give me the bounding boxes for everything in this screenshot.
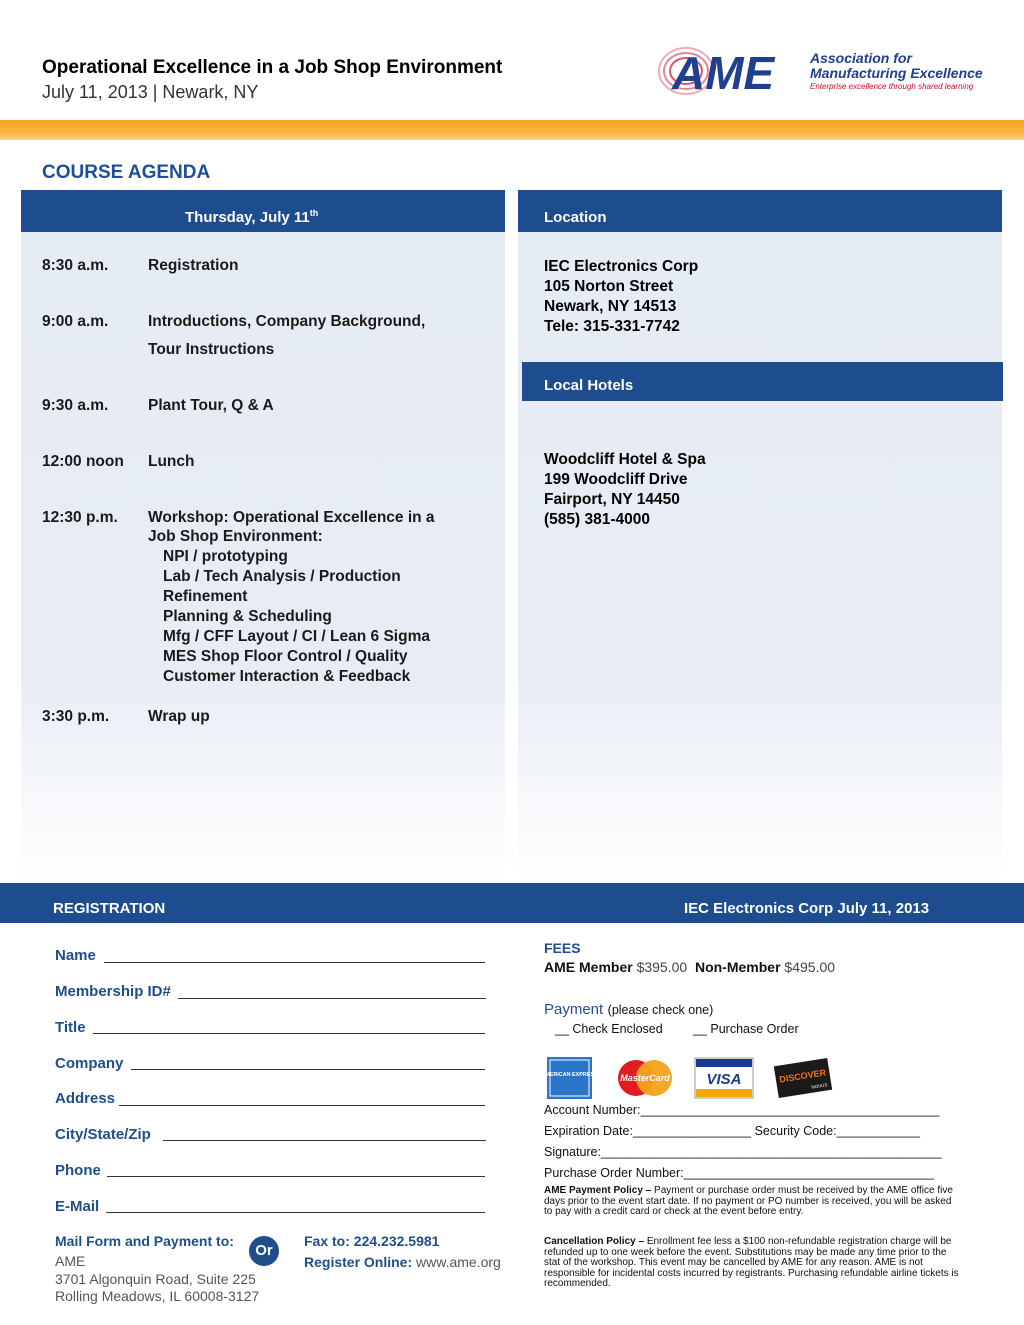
- registration-event: IEC Electronics Corp July 11, 2013: [684, 900, 930, 917]
- fees-line: AME Member $395.00 Non-Member $495.00: [544, 959, 836, 975]
- svg-text:MasterCard: MasterCard: [620, 1073, 670, 1083]
- fax-line: Fax to: 224.232.5981: [304, 1233, 440, 1249]
- hotels-heading: Local Hotels: [544, 377, 634, 394]
- address-field[interactable]: [119, 1105, 485, 1106]
- agenda-activity: Workshop: Operational Excellence in a: [148, 509, 435, 526]
- agenda-time: 12:30 p.m.: [42, 509, 118, 526]
- logo-letters: AME: [672, 47, 775, 99]
- cancellation-policy: Cancellation Policy – Enrollment fee less a $100 non-refundable registration charge will be refunded up to one week before the event. Substitutions may be made any time prior to the stat of the workshop. This event may be cancelled by AME for any reason. AME is not responsible for incidental costs incurred by registrants. Purchasing refundable airline tickets is recommended.: [544, 1236, 959, 1289]
- discover-card-icon: [773, 1057, 833, 1099]
- svg-text:VISA: VISA: [706, 1071, 742, 1088]
- hotel-line: (585) 381-4000: [544, 511, 650, 528]
- agenda-activity: Plant Tour, Q & A: [148, 397, 274, 414]
- location-line: 105 Norton Street: [544, 278, 674, 295]
- hotel-line: Woodcliff Hotel & Spa: [544, 451, 706, 468]
- purchase-order-number-field[interactable]: Purchase Order Number:____________________________________: [544, 1166, 934, 1180]
- agenda-day-label: Thursday, July 11th: [185, 208, 319, 226]
- field-label-name: Name: [55, 947, 96, 964]
- location-line: Tele: 315-331-7742: [544, 318, 680, 335]
- expiration-security-field[interactable]: Expiration Date:_________________ Security Code:____________: [544, 1124, 920, 1138]
- field-label-city: City/State/Zip: [55, 1126, 151, 1143]
- check-enclosed-option[interactable]: __ Check Enclosed: [555, 1022, 663, 1036]
- agenda-time: 9:00 a.m.: [42, 313, 109, 330]
- title-field[interactable]: [93, 1033, 485, 1034]
- agenda-time: 9:30 a.m.: [42, 397, 109, 414]
- document-title: Operational Excellence in a Job Shop Environment: [42, 57, 503, 78]
- visa-card-icon: [694, 1057, 754, 1099]
- hotel-line: 199 Woodcliff Drive: [544, 471, 688, 488]
- field-label-phone: Phone: [55, 1162, 101, 1179]
- document-subtitle: July 11, 2013 | Newark, NY: [42, 82, 259, 102]
- svg-text:DISCOVER: DISCOVER: [778, 1067, 827, 1085]
- mail-line: 3701 Algonquin Road, Suite 225: [55, 1271, 256, 1287]
- agenda-activity: Wrap up: [148, 708, 210, 725]
- svg-text:NOVUS: NOVUS: [811, 1082, 828, 1090]
- registration-heading: REGISTRATION: [53, 900, 166, 917]
- mail-label: Mail Form and Payment to:: [55, 1233, 234, 1249]
- workshop-topic: Lab / Tech Analysis / Production: [163, 568, 401, 585]
- mail-line: AME: [55, 1253, 86, 1269]
- membership-field[interactable]: [178, 998, 486, 999]
- phone-field[interactable]: [107, 1176, 485, 1177]
- agenda-activity: Tour Instructions: [148, 341, 275, 358]
- workshop-topic: NPI / prototyping: [163, 548, 288, 565]
- location-heading: Location: [544, 209, 607, 226]
- online-line: Register Online: www.ame.org: [304, 1254, 501, 1270]
- workshop-topic: MES Shop Floor Control / Quality: [163, 648, 408, 665]
- location-line: IEC Electronics Corp: [544, 258, 699, 275]
- location-line: Newark, NY 14513: [544, 298, 677, 315]
- agenda-day-bar: [21, 190, 505, 232]
- header-band: [0, 120, 1024, 140]
- field-label-membership: Membership ID#: [55, 983, 171, 1000]
- agenda-time: 12:00 noon: [42, 453, 124, 470]
- city-field[interactable]: [163, 1140, 486, 1141]
- fees-heading: FEES: [544, 940, 581, 956]
- location-bar: [518, 190, 1002, 232]
- payment-policy: AME Payment Policy – Payment or purchase order must be received by the AME office five days prior to the event start date. If no payment or PO number is received, you will be asked to pay with a credit card or check at the event before entry.: [544, 1185, 953, 1217]
- agenda-time: 3:30 p.m.: [42, 708, 110, 725]
- workshop-topic: Refinement: [163, 588, 248, 605]
- logo-line2: Manufacturing Excellence: [810, 65, 983, 81]
- agenda-activity: Registration: [148, 257, 239, 274]
- workshop-topic: Planning & Scheduling: [163, 608, 332, 625]
- online-link[interactable]: www.ame.org: [416, 1254, 501, 1270]
- account-number-field[interactable]: Account Number:___________________________________________: [544, 1103, 940, 1117]
- field-label-title: Title: [55, 1019, 86, 1036]
- signature-field[interactable]: Signature:_________________________________________________: [544, 1145, 942, 1159]
- hotel-line: Fairport, NY 14450: [544, 491, 680, 508]
- logo-line1: Association for: [810, 50, 912, 66]
- field-label-email: E-Mail: [55, 1198, 100, 1215]
- svg-text:AMERICAN EXPRESS: AMERICAN EXPRESS: [541, 1072, 598, 1078]
- amex-card-icon: [541, 1057, 598, 1099]
- or-badge: Or: [249, 1236, 279, 1266]
- agenda-activity: Lunch: [148, 453, 195, 470]
- field-label-address: Address: [55, 1090, 116, 1107]
- agenda-time: 8:30 a.m.: [42, 257, 109, 274]
- logo-tagline: Enterprise excellence through shared learning: [810, 82, 974, 91]
- hotels-bar: [522, 362, 1003, 401]
- ame-logo: [658, 44, 993, 99]
- agenda-activity: Job Shop Environment:: [148, 528, 323, 545]
- agenda-activity: Introductions, Company Background,: [148, 313, 426, 330]
- name-field[interactable]: [104, 962, 485, 963]
- email-field[interactable]: [106, 1212, 485, 1213]
- purchase-order-option[interactable]: __ Purchase Order: [693, 1022, 799, 1036]
- workshop-topic: Mfg / CFF Layout / CI / Lean 6 Sigma: [163, 628, 430, 645]
- field-label-company: Company: [55, 1055, 124, 1072]
- mail-line: Rolling Meadows, IL 60008-3127: [55, 1288, 260, 1304]
- mastercard-card-icon: [614, 1057, 676, 1099]
- workshop-topic: Customer Interaction & Feedback: [163, 668, 411, 685]
- company-field[interactable]: [131, 1069, 485, 1070]
- agenda-heading: COURSE AGENDA: [42, 162, 211, 183]
- payment-heading-line: Payment (please check one): [544, 1001, 714, 1018]
